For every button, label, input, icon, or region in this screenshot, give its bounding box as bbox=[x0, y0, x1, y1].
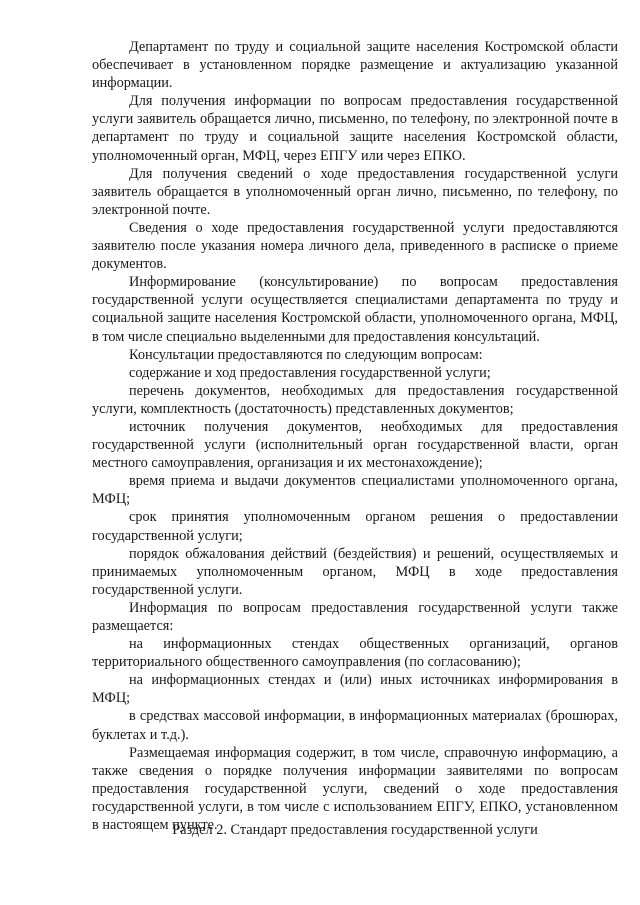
list-item: источник получения документов, необходимых для предоставления государственной услуги (исполнительный орган государственной власти, орган местного самоуправления, организация и их местонахождение); bbox=[92, 418, 618, 472]
paragraph: Департамент по труду и социальной защите населения Костромской области обеспечивает в установленном порядке размещение и актуализацию указанной информации. bbox=[92, 39, 618, 92]
list-item: перечень документов, необходимых для предоставления государственной услуги, комплектность (достаточность) представленных документов; bbox=[92, 382, 618, 417]
section-heading: Раздел 2. Стандарт предоставления государственной услуги bbox=[172, 822, 538, 838]
list-item: порядок обжалования действий (бездействия) и решений, осуществляемых и принимаемых уполномоченным органом, МФЦ в ходе предоставления государственной услуги. bbox=[92, 545, 618, 598]
paragraph: Сведения о ходе предоставления государственной услуги предоставляются заявителю после указания номера личного дела, приведенного в расписке о приеме документов. bbox=[92, 219, 618, 273]
document-body bbox=[92, 38, 618, 834]
list-item: на информационных стендах общественных организаций, органов территориального общественного самоуправления (по согласованию); bbox=[92, 636, 618, 671]
paragraph: Для получения сведений о ходе предоставления государственной услуги заявитель обращается в уполномоченный орган лично, письменно, по телефону, по электронной почте. bbox=[92, 165, 618, 218]
list-item: в средствах массовой информации, в информационных материалах (брошюрах, буклетах и т.д.). bbox=[92, 708, 618, 743]
list-item: содержание и ход предоставления государственной услуги; bbox=[129, 364, 491, 381]
paragraph: Размещаемая информация содержит, в том числе, справочную информацию, а также сведения о порядке получения информации заявителями по вопросам предоставления государственной услуги, сведений о ходе предоставления государственной услуги, в том числе с использованием ЕПГУ, ЕПКО, установленном в настоящем пункте. bbox=[92, 744, 618, 834]
paragraph: Информирование (консультирование) по вопросам предоставления государственной услуги осуществляется специалистами департамента по труду и социальной защите населения Костромской области, уполномоченного органа, МФЦ, в том числе специально выделенными для предоставления консультаций. bbox=[92, 274, 618, 345]
paragraph: Консультации предоставляются по следующим вопросам: bbox=[129, 346, 483, 363]
list-item: срок принятия уполномоченным органом решения о предоставлении государственной услуги; bbox=[92, 509, 618, 544]
list-item: на информационных стендах и (или) иных источниках информирования в МФЦ; bbox=[92, 672, 618, 707]
list-item: время приема и выдачи документов специалистами уполномоченного органа, МФЦ; bbox=[92, 473, 618, 508]
paragraph: Информация по вопросам предоставления государственной услуги также размещается: bbox=[92, 599, 618, 634]
paragraph: Для получения информации по вопросам предоставления государственной услуги заявитель обращается лично, письменно, по телефону, по электронной почте в департамент по труду и социальной защите населения Костромской области, уполномоченный орган, МФЦ, через ЕПГУ или через ЕПКО. bbox=[92, 93, 618, 164]
